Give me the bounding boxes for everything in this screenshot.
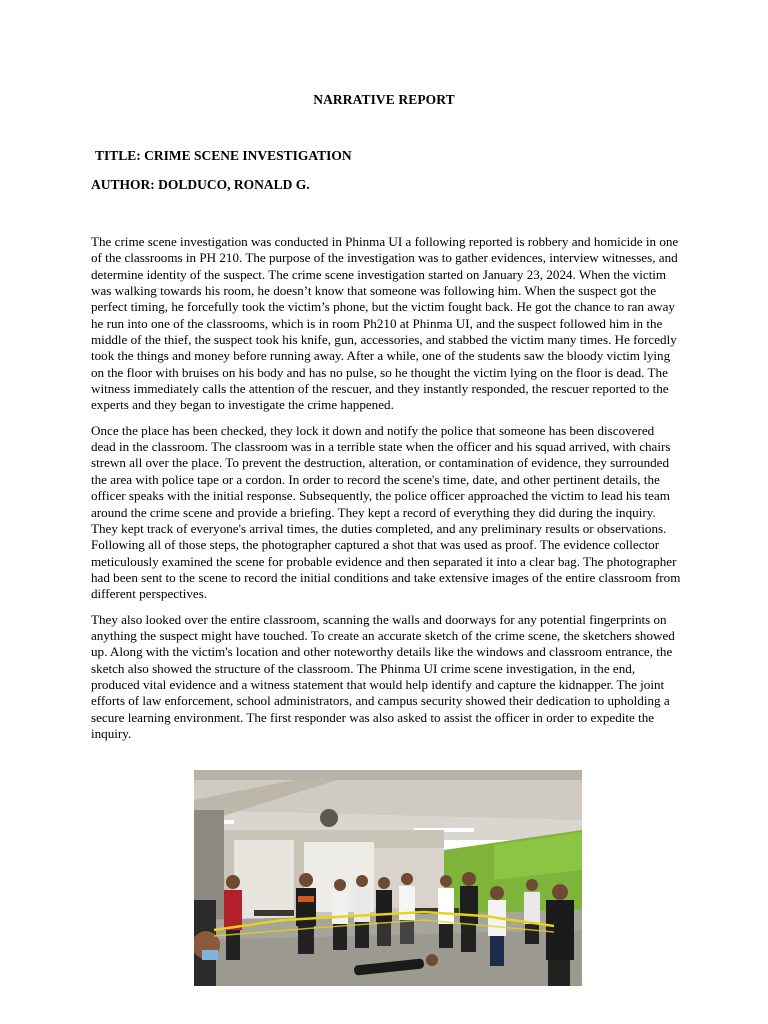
report-title-line: TITLE: CRIME SCENE INVESTIGATION bbox=[95, 148, 352, 163]
body-paragraph-3: They also looked over the entire classroom, scanning the walls and doorways for any potential fingerprints on anything the suspect might have touched. To create an accurate sketch of the crime scene, the sketchers showed up. Along with the victim's location and other noteworthy details like the windows and classroom entrance, the sketch also showed the structure of the classroom. The Phinma UI crime scene investigation, in the end, produced vital evidence and a witness statement that would help identify and capture the kidnapper. The joint efforts of law enforcement, school administrators, and campus security showed their dedication to upholding a secure learning environment. The first responder was also asked to assist the officer in order to expedite the inquiry. bbox=[91, 611, 675, 741]
body-paragraph-2: Once the place has been checked, they lock it down and notify the police that someone has been discovered dead in the classroom. The classroom was in a terrible state when the officer and his squad arrived, with chairs strewn all over the place. To prevent the destruction, alteration, or contamination of evidence, they surrounded the area with police tape or a cordon. In order to record the scene's time, date, and other pertinent details, the officer speaks with the initial response. Subsequently, the police officer approached the victim to lead his team around the crime scene and provide a briefing. They kept a record of everything they did during the inquiry. They kept track of everyone's arrival times, the duties completed, and any preliminary results or observations. Following all of those steps, the photographer captured a shot that was used as proof. The evidence collector meticulously examined the scene for probable evidence and then separated it into a clear bag. The photographer had been sent to the scene to record the initial conditions and take extensive images of the entire classroom from different perspectives. bbox=[91, 422, 681, 602]
report-author-line: AUTHOR: DOLDUCO, RONALD G. bbox=[91, 177, 310, 192]
report-body bbox=[91, 234, 681, 751]
crime-scene-photo bbox=[194, 770, 582, 986]
report-heading: NARRATIVE REPORT bbox=[313, 92, 455, 107]
body-paragraph-1: The crime scene investigation was conducted in Phinma UI a following reported is robbery and homicide in one of the classrooms in PH 210. The purpose of the investigation was to gather evidences, interview witnesses, and determine identity of the suspect. The crime scene investigation started on January 23, 2024. When the victim was walking towards his room, he doesn’t know that someone was following him. When the suspect got the perfect timing, he forcefully took the victim’s phone, but the victim fought back. He got the chance to ran away he run into one of the classrooms, which is in room Ph210 at Phinma UI, and the suspect followed him in the middle of the thief, the suspect took his knife, gun, accessories, and stabbed the victim many times. He forcedly took the things and money before running away. After a while, one of the students saw the bloody victim lying on the floor with bruises on his body and has no pulse, so he thought the victim lying on the floor is dead. The witness immediately calls the attention of the rescuer, and they instantly responded, the rescuer reported to the experts and they began to investigate the crime happened. bbox=[91, 234, 679, 413]
